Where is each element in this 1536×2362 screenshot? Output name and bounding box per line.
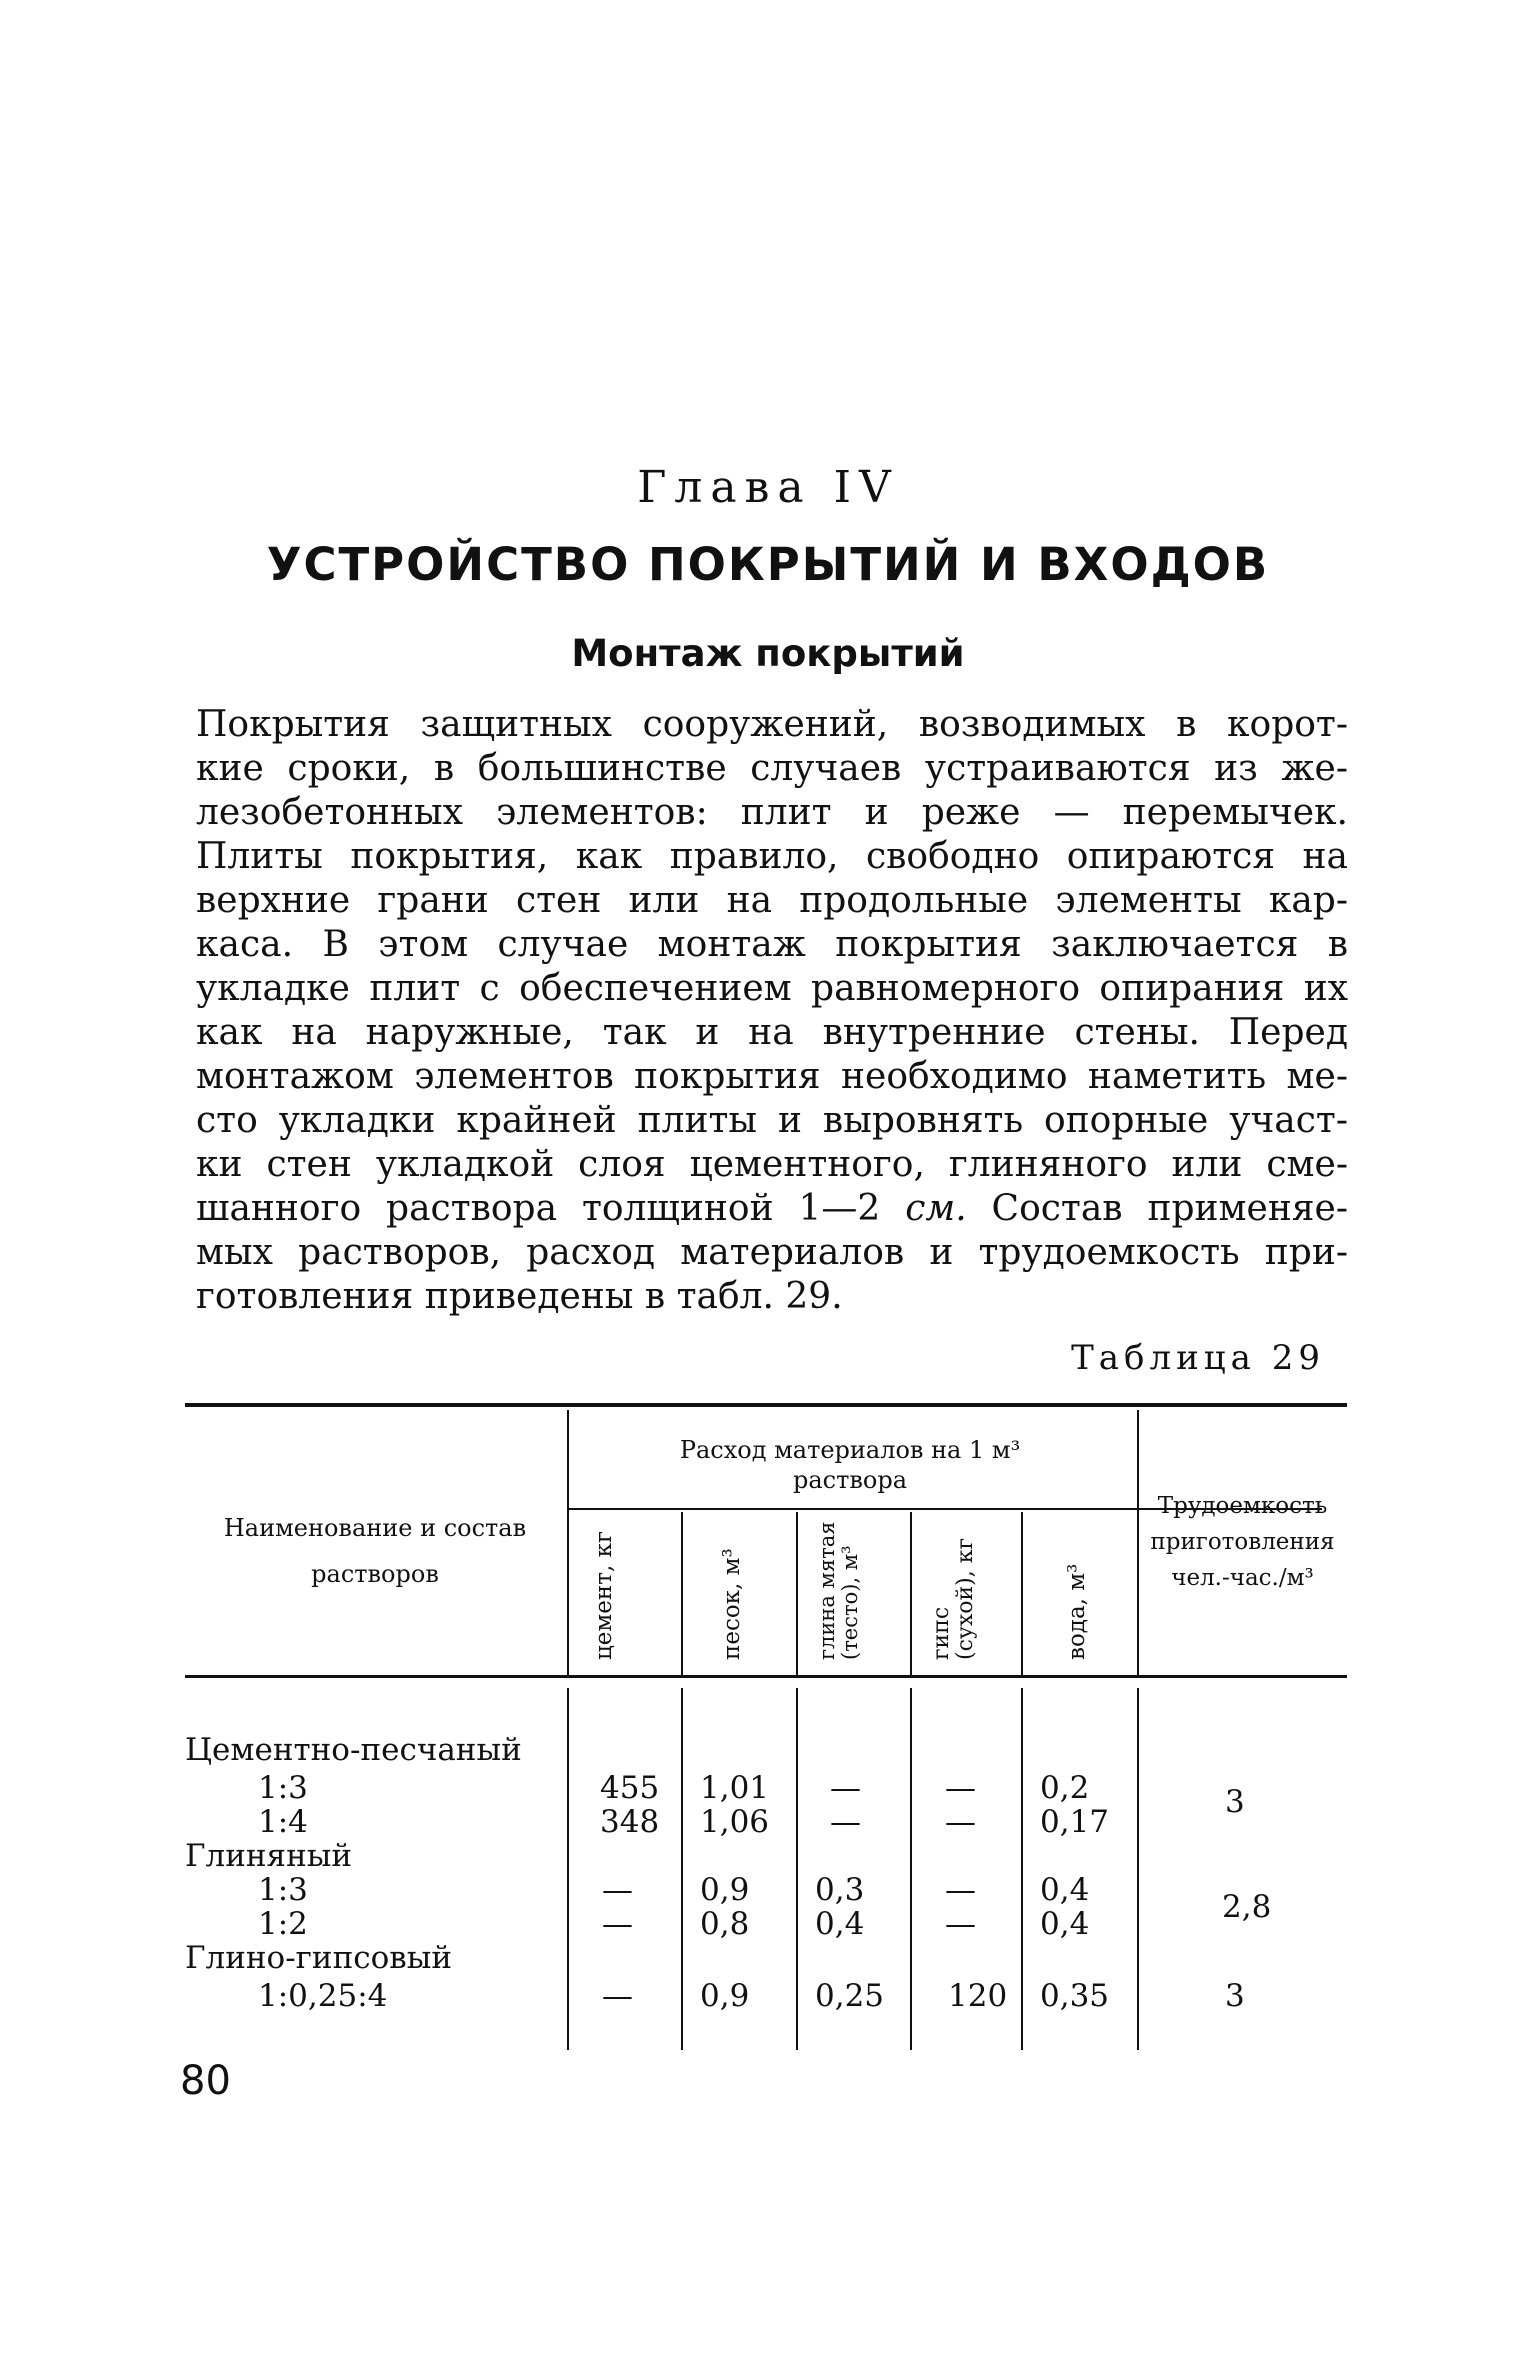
cell-water: 0,35	[1040, 1978, 1110, 2014]
section-title: Монтаж покрытий	[571, 632, 965, 675]
cell-water: 0,4	[1040, 1872, 1090, 1908]
paragraph-line: кие сроки, в большинстве случаев устраиваются из же-	[196, 748, 1348, 789]
cell-cement: —	[602, 1978, 633, 2014]
paragraph-line: сто укладки крайней плиты и выровнять опорные участ-	[196, 1100, 1348, 1141]
header-labor: Трудоемкость приготовления чел.-час./м³	[1150, 1493, 1335, 1591]
page-number: 80	[180, 2058, 231, 2104]
cell-clay: 0,25	[815, 1978, 885, 2014]
body-divider	[681, 1688, 683, 2050]
table-caption: Таблица 29	[1071, 1338, 1325, 1378]
body-divider	[1021, 1688, 1023, 2050]
header-divider	[1137, 1410, 1139, 1675]
row-name: 1:0,25:4	[258, 1978, 388, 2014]
chapter-title: УСТРОЙСТВО ПОКРЫТИЙ И ВХОДОВ	[266, 538, 1270, 591]
header-clay: глина мятая (тесто), м³	[815, 1521, 863, 1660]
header-divider	[681, 1512, 683, 1675]
cell-sand: 1,01	[700, 1770, 770, 1806]
cell-clay: 0,3	[815, 1872, 865, 1908]
header-group: Расход материалов на 1 м³ раствора	[679, 1436, 1021, 1494]
cell-gypsum: 120	[948, 1978, 1008, 2014]
cell-sand: 0,8	[700, 1906, 750, 1942]
header-cement: цемент, кг	[591, 1530, 617, 1660]
cell-cement: 348	[600, 1804, 660, 1840]
body-divider	[796, 1688, 798, 2050]
header-divider	[796, 1512, 798, 1675]
header-divider	[1021, 1512, 1023, 1675]
paragraph-line: верхние грани стен или на продольные элементы кар-	[196, 880, 1348, 921]
cell-clay: —	[830, 1804, 861, 1840]
cell-gypsum: —	[945, 1906, 976, 1942]
header-divider	[910, 1512, 912, 1675]
line-part: Состав применяе-	[966, 1188, 1348, 1229]
header-divider	[567, 1410, 569, 1675]
row-name: 1:3	[258, 1872, 308, 1908]
paragraph-line: мых растворов, расход материалов и трудоемкость при-	[196, 1232, 1348, 1273]
labor-value: 2,8	[1222, 1889, 1272, 1925]
row-name: 1:4	[258, 1804, 308, 1840]
row-group-name: Глиняный	[185, 1838, 353, 1874]
chapter-label: Глава IV	[637, 462, 899, 513]
row-name: 1:3	[258, 1770, 308, 1806]
paragraph-line: Покрытия защитных сооружений, возводимых в корот-	[196, 704, 1348, 745]
body-divider	[910, 1688, 912, 2050]
cell-gypsum: —	[945, 1872, 976, 1908]
cell-gypsum: —	[945, 1804, 976, 1840]
header-sand: песок, м³	[719, 1548, 745, 1660]
line-part: шанного раствора толщиной 1—2	[196, 1188, 906, 1229]
cell-sand: 0,9	[700, 1978, 750, 2014]
cell-gypsum: —	[945, 1770, 976, 1806]
row-group-name: Глино-гипсовый	[185, 1940, 453, 1976]
cell-cement: —	[602, 1906, 633, 1942]
header-gypsum: гипс (сухой), кг	[929, 1537, 979, 1660]
paragraph-line: готовления приведены в табл. 29.	[196, 1276, 843, 1317]
cell-sand: 0,9	[700, 1872, 750, 1908]
body-divider	[567, 1688, 569, 2050]
labor-value: 3	[1225, 1784, 1245, 1820]
row-group-name: Цементно-песчаный	[185, 1732, 522, 1768]
paragraph-line: как на наружные, так и на внутренние стены. Перед	[196, 1012, 1348, 1053]
table-top-rule	[185, 1403, 1347, 1407]
paragraph-line: Плиты покрытия, как правило, свободно опираются на	[196, 836, 1348, 877]
cell-cement: 455	[600, 1770, 660, 1806]
cell-cement: —	[602, 1872, 633, 1908]
cell-water: 0,4	[1040, 1906, 1090, 1942]
row-name: 1:2	[258, 1906, 308, 1942]
unit-cm: см.	[905, 1188, 967, 1229]
header-bottom-rule	[185, 1675, 1347, 1678]
paragraph-line: ки стен укладкой слоя цементного, глиняного или сме-	[196, 1144, 1348, 1185]
cell-sand: 1,06	[700, 1804, 770, 1840]
paragraph-line: лезобетонных элементов: плит и реже — перемычек.	[196, 792, 1348, 833]
header-water: вода, м³	[1064, 1563, 1090, 1660]
body-divider	[1137, 1688, 1139, 2050]
paragraph-line: монтажом элементов покрытия необходимо наметить ме-	[196, 1056, 1348, 1097]
cell-water: 0,2	[1040, 1770, 1090, 1806]
paragraph-line: каса. В этом случае монтаж покрытия заключается в	[196, 924, 1348, 965]
paragraph-line: укладке плит с обеспечением равномерного опирания их	[196, 968, 1348, 1009]
header-name-column: Наименование и состав растворов	[223, 1514, 527, 1588]
cell-clay: 0,4	[815, 1906, 865, 1942]
cell-clay: —	[830, 1770, 861, 1806]
labor-value: 3	[1225, 1978, 1245, 2014]
cell-water: 0,17	[1040, 1804, 1110, 1840]
